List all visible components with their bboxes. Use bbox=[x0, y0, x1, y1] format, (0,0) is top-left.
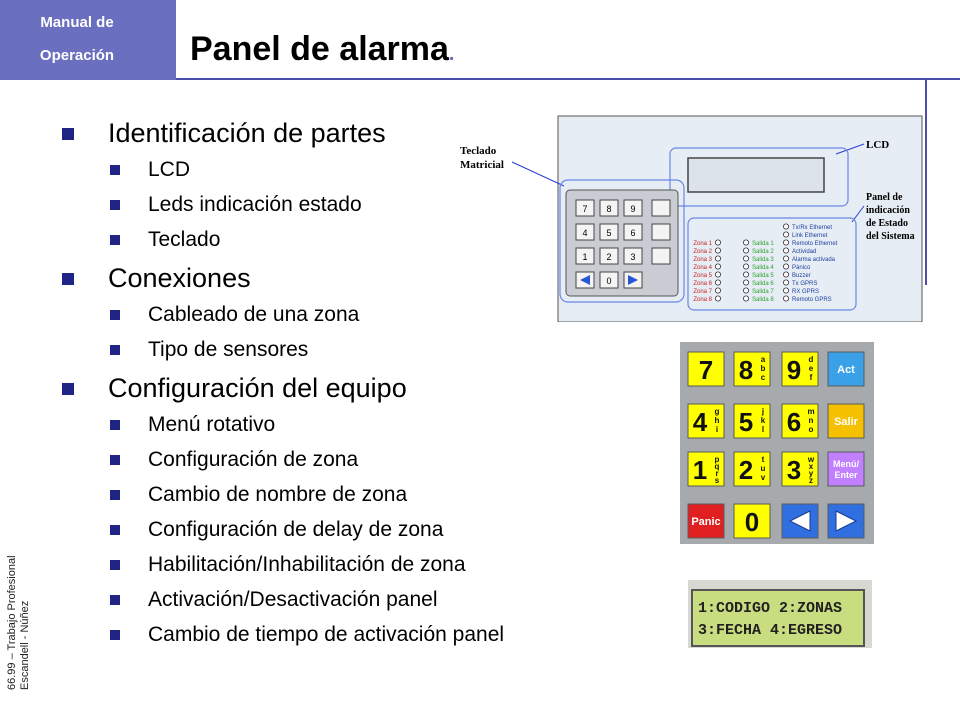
keypad-key-sublabel: r bbox=[715, 469, 719, 478]
keypad-key-sublabel: f bbox=[809, 373, 813, 382]
diagram-key-label: 7 bbox=[582, 204, 588, 214]
callout-keypad-line bbox=[512, 162, 564, 186]
status-led bbox=[783, 288, 788, 293]
keypad-key-sublabel: s bbox=[714, 476, 720, 485]
outline-subitem: Leds indicación estado bbox=[62, 187, 504, 222]
outline-item-conexiones: Conexiones bbox=[62, 259, 504, 297]
diagram-key-label: 0 bbox=[606, 276, 612, 286]
lcd-window bbox=[688, 158, 824, 192]
callout-keypad-1: Teclado bbox=[460, 145, 497, 157]
outline-subitem: Tipo de sensores bbox=[62, 332, 504, 367]
keypad-key-sublabel: v bbox=[760, 473, 766, 482]
led-label: Zona 5 bbox=[693, 273, 712, 279]
keypad-key-sublabel: g bbox=[714, 407, 720, 416]
keypad-key-label: Panic bbox=[691, 516, 721, 528]
status-led bbox=[715, 280, 720, 285]
diagram-action-key bbox=[652, 224, 670, 240]
status-led bbox=[783, 264, 788, 269]
led-label: Salida 3 bbox=[752, 257, 774, 263]
led-label: Buzzer bbox=[792, 273, 811, 279]
led-label: Zona 6 bbox=[693, 281, 712, 287]
lcd-photo-svg bbox=[688, 580, 872, 648]
status-led bbox=[743, 296, 748, 301]
led-label: Zona 4 bbox=[693, 265, 712, 271]
footer-note-line2: Escandell - Núñez bbox=[19, 600, 31, 690]
status-led bbox=[715, 288, 720, 293]
status-led bbox=[743, 240, 748, 245]
header-rule bbox=[176, 78, 960, 80]
keypad-key-label: 8 bbox=[738, 355, 754, 385]
manual-tab bbox=[0, 0, 176, 80]
keypad-key-label: 2 bbox=[738, 455, 754, 485]
led-label: Pánico bbox=[792, 265, 811, 271]
keypad-key-sublabel: u bbox=[760, 464, 766, 473]
callout-lcd: LCD bbox=[866, 139, 890, 151]
status-led bbox=[783, 232, 788, 237]
keypad-key-label: Enter bbox=[834, 470, 858, 480]
keypad-key-label: 1 bbox=[692, 455, 708, 485]
status-led bbox=[783, 224, 788, 229]
footer-note bbox=[6, 555, 32, 690]
callout-status-3: de Estado bbox=[866, 218, 908, 229]
diagram-key-label: 5 bbox=[606, 228, 612, 238]
keypad-key-sublabel: e bbox=[808, 364, 814, 373]
keypad-key-label: Act bbox=[837, 364, 855, 376]
keypad-key-sublabel: y bbox=[808, 469, 814, 478]
keypad-key-label: 3 bbox=[786, 455, 802, 485]
status-led bbox=[743, 288, 748, 293]
outline-subitem: Habilitación/Inhabilitación de zona bbox=[62, 547, 504, 582]
diagram-key-label: 4 bbox=[582, 228, 588, 238]
led-label: Remoto GPRS bbox=[792, 297, 832, 303]
led-label: Tx/Rx Ethernet bbox=[792, 225, 833, 231]
keypad-key-sublabel: d bbox=[808, 355, 814, 364]
keypad-key-label: 7 bbox=[698, 355, 714, 385]
led-label: Remoto Ethernet bbox=[792, 241, 838, 247]
keypad-key-sublabel: a bbox=[760, 355, 766, 364]
page-title-text: Panel de alarma bbox=[190, 30, 449, 68]
led-label: RX GPRS bbox=[792, 289, 820, 295]
led-label: Zona 7 bbox=[693, 289, 712, 295]
keypad-key-label: Menú/ bbox=[833, 459, 859, 469]
footer-note-line1: 66.99 – Trabajo Profesional bbox=[6, 555, 18, 690]
keypad-key-sublabel: k bbox=[760, 416, 766, 425]
keypad-key-sublabel: t bbox=[761, 455, 765, 464]
keypad-key-label: 9 bbox=[786, 355, 802, 385]
outline-list bbox=[62, 112, 504, 652]
keypad-key-sublabel: m bbox=[807, 407, 815, 416]
status-led bbox=[715, 256, 720, 261]
outline-item-partes: Identificación de partes bbox=[62, 114, 504, 152]
outline-subitem: Teclado bbox=[62, 222, 504, 257]
keypad-key-label: 5 bbox=[738, 407, 754, 437]
keypad-key-sublabel: l bbox=[761, 425, 765, 434]
manual-tab-line2: Operación bbox=[39, 47, 115, 64]
callout-status-4: del Sistema bbox=[866, 231, 915, 242]
panel-diagram bbox=[456, 108, 926, 322]
led-label: Zona 1 bbox=[693, 241, 712, 247]
lcd-line1: 1:CODIGO 2:ZONAS bbox=[698, 600, 843, 617]
status-led bbox=[743, 272, 748, 277]
panel-diagram-svg bbox=[456, 108, 926, 322]
keypad-key-sublabel: w bbox=[807, 455, 815, 464]
status-led bbox=[715, 240, 720, 245]
keypad-key-label: 0 bbox=[744, 507, 760, 537]
led-label: Salida 8 bbox=[752, 297, 774, 303]
keypad-key-sublabel: i bbox=[715, 425, 719, 434]
outline-subitem: Cambio de nombre de zona bbox=[62, 477, 504, 512]
outline-subitem: Configuración de zona bbox=[62, 442, 504, 477]
led-label: Salida 5 bbox=[752, 273, 774, 279]
diagram-action-key bbox=[652, 200, 670, 216]
keypad-key-label: 6 bbox=[786, 407, 802, 437]
lcd-line2: 3:FECHA 4:EGRESO bbox=[698, 622, 843, 639]
callout-status-1: Panel de bbox=[866, 192, 903, 203]
status-led bbox=[743, 256, 748, 261]
outline-item-configuracion: Configuración del equipo bbox=[62, 369, 504, 407]
led-label: Zona 8 bbox=[693, 297, 712, 303]
outline-subitem: LCD bbox=[62, 152, 504, 187]
callout-status-2: indicación bbox=[866, 205, 910, 216]
status-led bbox=[783, 256, 788, 261]
diagram-key-label: 9 bbox=[630, 204, 636, 214]
keypad-key-label: 4 bbox=[692, 407, 708, 437]
page-title-dot: . bbox=[448, 43, 455, 65]
status-led bbox=[783, 272, 788, 277]
keypad-key-sublabel: b bbox=[760, 364, 766, 373]
diagram-action-key bbox=[652, 248, 670, 264]
keypad-key-sublabel: z bbox=[809, 476, 813, 485]
status-led bbox=[783, 248, 788, 253]
led-label: Salida 2 bbox=[752, 249, 774, 255]
outline-subitem: Activación/Desactivación panel bbox=[62, 582, 504, 617]
keypad-key-sublabel: c bbox=[760, 373, 766, 382]
keypad-key-sublabel: x bbox=[808, 462, 814, 471]
led-label: Zona 3 bbox=[693, 257, 712, 263]
led-label: Tx GPRS bbox=[792, 281, 818, 287]
keypad-key-sublabel: n bbox=[808, 416, 814, 425]
diagram-key-label: 2 bbox=[606, 252, 612, 262]
diagram-key-label: 3 bbox=[630, 252, 636, 262]
status-led bbox=[743, 280, 748, 285]
led-label: Zona 2 bbox=[693, 249, 712, 255]
led-label: Salida 6 bbox=[752, 281, 774, 287]
status-led bbox=[715, 248, 720, 253]
outline-subitem: Cambio de tiempo de activación panel bbox=[62, 617, 504, 652]
status-led bbox=[715, 264, 720, 269]
outline-subitem: Cableado de una zona bbox=[62, 297, 504, 332]
keypad-key-sublabel: p bbox=[714, 455, 720, 464]
status-led bbox=[783, 280, 788, 285]
status-led bbox=[743, 248, 748, 253]
outline-subitem: Configuración de delay de zona bbox=[62, 512, 504, 547]
callout-keypad-2: Matricial bbox=[460, 159, 504, 171]
diagram-key-label: 6 bbox=[630, 228, 636, 238]
keypad-key bbox=[828, 452, 864, 486]
keypad-key-sublabel: h bbox=[714, 416, 720, 425]
led-label: Salida 1 bbox=[752, 241, 774, 247]
led-label: Link Ethernet bbox=[792, 233, 828, 239]
outline-subitem: Menú rotativo bbox=[62, 407, 504, 442]
status-led bbox=[783, 240, 788, 245]
status-led bbox=[743, 264, 748, 269]
manual-tab-line1: Manual de bbox=[40, 14, 114, 31]
lcd-photo bbox=[688, 580, 872, 648]
led-label: Actividad bbox=[792, 249, 817, 255]
led-label: Salida 7 bbox=[752, 289, 774, 295]
keypad-photo bbox=[680, 342, 874, 544]
status-led bbox=[715, 296, 720, 301]
keypad-key-sublabel: j bbox=[761, 407, 765, 416]
diagram-key-label: 1 bbox=[582, 252, 588, 262]
keypad-key-label: Salir bbox=[834, 416, 858, 428]
keypad-key-sublabel: o bbox=[808, 425, 814, 434]
diagram-key-label: 8 bbox=[606, 204, 612, 214]
status-led bbox=[783, 296, 788, 301]
status-led bbox=[715, 272, 720, 277]
led-label: Salida 4 bbox=[752, 265, 774, 271]
page-title bbox=[190, 30, 454, 69]
keypad-photo-svg bbox=[680, 342, 874, 544]
keypad-key-sublabel: q bbox=[714, 462, 720, 471]
led-label: Alarma activada bbox=[792, 257, 836, 263]
